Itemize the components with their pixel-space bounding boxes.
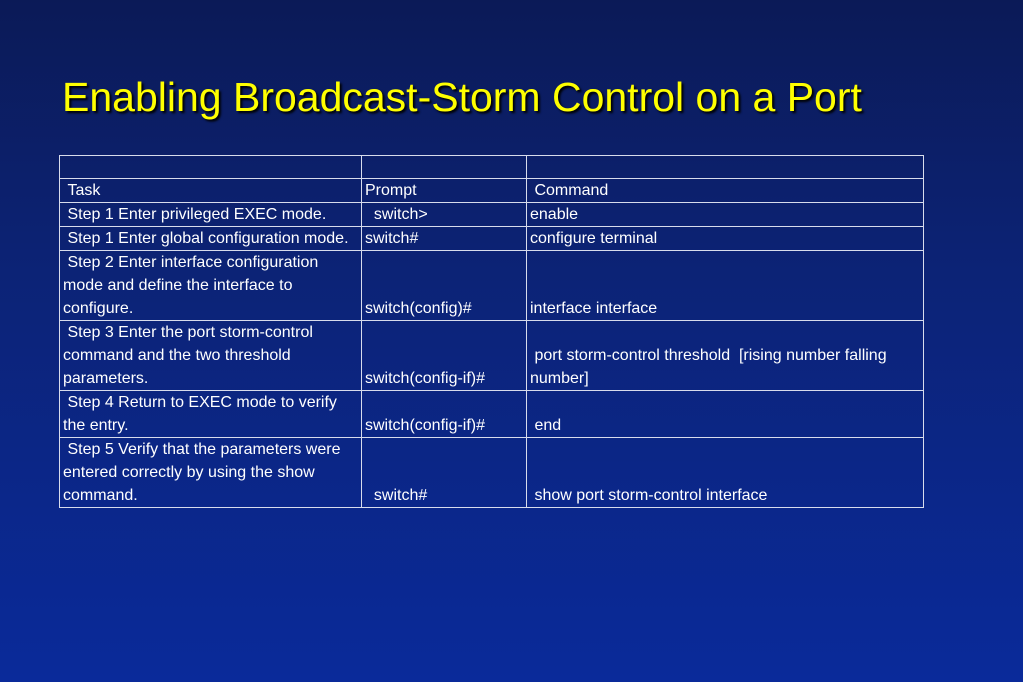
- task-cell: Step 4 Return to EXEC mode to verify the entry.: [60, 391, 362, 438]
- table-cell-empty: [527, 156, 924, 179]
- prompt-cell: switch#: [362, 227, 527, 251]
- command-cell: port storm-control threshold [rising number falling number]: [527, 321, 924, 391]
- table-cell-empty: [362, 156, 527, 179]
- table-cell-empty: [60, 156, 362, 179]
- prompt-cell: switch>: [362, 203, 527, 227]
- prompt-cell: switch#: [362, 438, 527, 508]
- table-blank-row: [60, 156, 924, 179]
- command-cell: show port storm-control interface: [527, 438, 924, 508]
- command-cell: configure terminal: [527, 227, 924, 251]
- table-row: [60, 391, 924, 438]
- header-task: Task: [60, 179, 362, 203]
- table-row: [60, 251, 924, 321]
- slide-title: Enabling Broadcast-Storm Control on a Port: [62, 74, 862, 120]
- task-cell: Step 1 Enter privileged EXEC mode.: [60, 203, 362, 227]
- task-cell: Step 1 Enter global configuration mode.: [60, 227, 362, 251]
- command-cell: end: [527, 391, 924, 438]
- table-header-row: [60, 179, 924, 203]
- task-cell: Step 2 Enter interface configuration mode and define the interface to configure.: [60, 251, 362, 321]
- table-row: [60, 438, 924, 508]
- table-row: [60, 227, 924, 251]
- command-cell: interface interface: [527, 251, 924, 321]
- prompt-cell: switch(config)#: [362, 251, 527, 321]
- prompt-cell: switch(config-if)#: [362, 321, 527, 391]
- header-prompt: Prompt: [362, 179, 527, 203]
- command-table: [59, 155, 924, 508]
- table-row: [60, 321, 924, 391]
- header-command: Command: [527, 179, 924, 203]
- prompt-cell: switch(config-if)#: [362, 391, 527, 438]
- task-cell: Step 3 Enter the port storm-control command and the two threshold parameters.: [60, 321, 362, 391]
- task-cell: Step 5 Verify that the parameters were entered correctly by using the show command.: [60, 438, 362, 508]
- command-cell: enable: [527, 203, 924, 227]
- table-row: [60, 203, 924, 227]
